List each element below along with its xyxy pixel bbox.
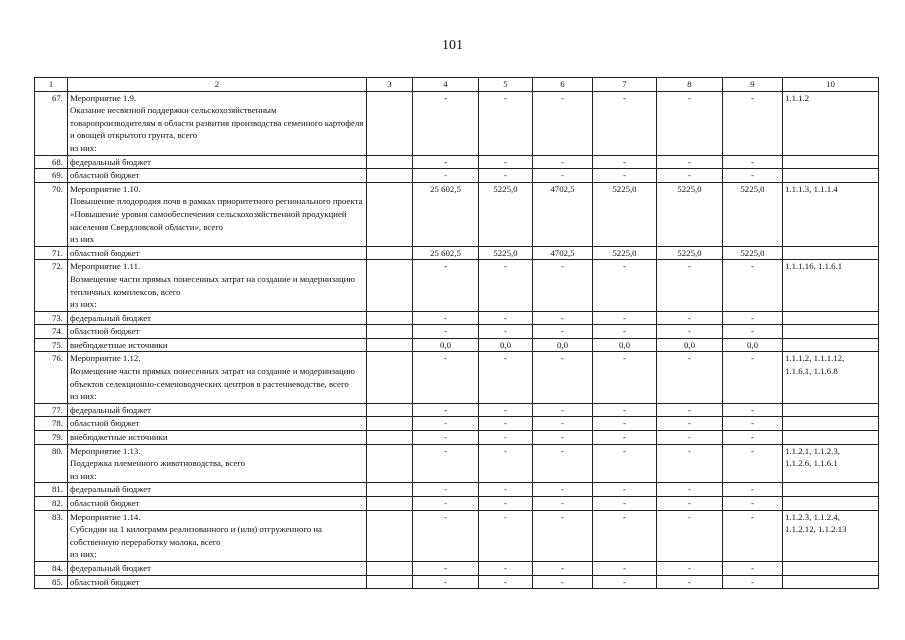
cell-col-4: - <box>413 352 479 403</box>
cell-col-4: - <box>413 403 479 417</box>
cell-col-6: - <box>533 497 593 511</box>
cell-col-3 <box>367 417 413 431</box>
cell-col-7: - <box>593 325 657 339</box>
cell-col-4: - <box>413 431 479 445</box>
cell-col-5: - <box>479 91 533 155</box>
cell-col-3 <box>367 497 413 511</box>
cell-col-7: - <box>593 431 657 445</box>
header-cell-4: 4 <box>413 78 479 92</box>
row-number: 75. <box>35 338 68 352</box>
page-number: 101 <box>442 38 463 53</box>
cell-col-7: - <box>593 444 657 483</box>
cell-col-6: - <box>533 260 593 311</box>
cell-col-9: 5225,0 <box>723 182 783 246</box>
row-description: федеральный бюджет <box>68 155 367 169</box>
cell-col-5: - <box>479 497 533 511</box>
cell-col-8: - <box>657 311 723 325</box>
cell-col-5: - <box>479 325 533 339</box>
header-cell-10: 10 <box>783 78 879 92</box>
row-number: 80. <box>35 444 68 483</box>
table-row <box>35 182 879 246</box>
cell-col-5: - <box>479 575 533 589</box>
cell-col-7: - <box>593 497 657 511</box>
table-row <box>35 575 879 589</box>
row-description: федеральный бюджет <box>68 561 367 575</box>
header-cell-5: 5 <box>479 78 533 92</box>
cell-col-3 <box>367 403 413 417</box>
cell-col-5: 5225,0 <box>479 246 533 260</box>
cell-col-5: - <box>479 444 533 483</box>
cell-col-3 <box>367 352 413 403</box>
cell-col-8: - <box>657 497 723 511</box>
header-cell-2: 2 <box>68 78 367 92</box>
cell-col-7: - <box>593 91 657 155</box>
cell-col-7: 0,0 <box>593 338 657 352</box>
row-description: областной бюджет <box>68 169 367 183</box>
table-row <box>35 352 879 403</box>
row-number: 69. <box>35 169 68 183</box>
cell-targets <box>783 338 879 352</box>
header-cell-6: 6 <box>533 78 593 92</box>
cell-col-7: - <box>593 403 657 417</box>
cell-col-6: - <box>533 352 593 403</box>
cell-col-4: - <box>413 483 479 497</box>
cell-col-4: - <box>413 417 479 431</box>
cell-col-8: - <box>657 431 723 445</box>
row-description: областной бюджет <box>68 497 367 511</box>
table-row <box>35 403 879 417</box>
cell-col-3 <box>367 325 413 339</box>
row-description: областной бюджет <box>68 575 367 589</box>
row-number: 74. <box>35 325 68 339</box>
cell-col-6: - <box>533 155 593 169</box>
table-row <box>35 91 879 155</box>
cell-col-4: 25 602,5 <box>413 182 479 246</box>
cell-col-9: 5225,0 <box>723 246 783 260</box>
cell-col-8: 5225,0 <box>657 182 723 246</box>
cell-col-5: - <box>479 403 533 417</box>
cell-col-7: 5225,0 <box>593 246 657 260</box>
cell-col-7: - <box>593 510 657 561</box>
table-row <box>35 325 879 339</box>
row-description: федеральный бюджет <box>68 403 367 417</box>
cell-col-8: - <box>657 325 723 339</box>
cell-col-3 <box>367 510 413 561</box>
cell-col-5: - <box>479 417 533 431</box>
row-description: внебюджетные источники <box>68 431 367 445</box>
cell-col-7: 5225,0 <box>593 182 657 246</box>
cell-col-7: - <box>593 561 657 575</box>
table-row <box>35 155 879 169</box>
cell-targets: 1.1.2.3, 1.1.2.4, 1.1.2.12, 1.1.2.13 <box>783 510 879 561</box>
cell-col-3 <box>367 483 413 497</box>
table-row <box>35 510 879 561</box>
cell-col-5: - <box>479 260 533 311</box>
cell-col-4: - <box>413 155 479 169</box>
row-number: 81. <box>35 483 68 497</box>
row-number: 78. <box>35 417 68 431</box>
cell-col-6: - <box>533 444 593 483</box>
cell-col-5: - <box>479 155 533 169</box>
row-description: федеральный бюджет <box>68 483 367 497</box>
cell-col-7: - <box>593 260 657 311</box>
cell-col-9: - <box>723 311 783 325</box>
cell-col-8: - <box>657 169 723 183</box>
table-row <box>35 260 879 311</box>
cell-targets <box>783 417 879 431</box>
cell-col-7: - <box>593 575 657 589</box>
row-description: внебюджетные источники <box>68 338 367 352</box>
cell-col-9: - <box>723 575 783 589</box>
cell-col-6: - <box>533 311 593 325</box>
cell-col-8: - <box>657 91 723 155</box>
cell-targets: 1.1.1.2 <box>783 91 879 155</box>
cell-col-6: - <box>533 561 593 575</box>
cell-col-8: - <box>657 403 723 417</box>
cell-col-9: - <box>723 325 783 339</box>
cell-targets <box>783 483 879 497</box>
cell-col-4: - <box>413 575 479 589</box>
cell-col-3 <box>367 444 413 483</box>
cell-col-4: - <box>413 311 479 325</box>
cell-col-9: - <box>723 403 783 417</box>
cell-col-6: 4702,5 <box>533 182 593 246</box>
cell-targets <box>783 561 879 575</box>
cell-col-4: 0,0 <box>413 338 479 352</box>
table-row <box>35 561 879 575</box>
cell-col-9: - <box>723 417 783 431</box>
cell-col-8: - <box>657 575 723 589</box>
header-cell-1: 1 <box>35 78 68 92</box>
cell-targets: 1.1.1.16, 1.1.6.1 <box>783 260 879 311</box>
cell-col-6: - <box>533 325 593 339</box>
cell-col-6: - <box>533 169 593 183</box>
row-number: 67. <box>35 91 68 155</box>
cell-col-8: - <box>657 155 723 169</box>
cell-col-9: - <box>723 497 783 511</box>
row-description: Мероприятие 1.12. Возмещение части прямых понесенных затрат на создание и модернизацию объектов селекционно-семеноводческих центров в растениеводстве, всего из них: <box>68 352 367 403</box>
cell-col-3 <box>367 182 413 246</box>
cell-col-6: - <box>533 510 593 561</box>
row-number: 84. <box>35 561 68 575</box>
cell-col-4: - <box>413 510 479 561</box>
row-number: 76. <box>35 352 68 403</box>
row-number: 83. <box>35 510 68 561</box>
header-cell-8: 8 <box>657 78 723 92</box>
cell-col-8: - <box>657 483 723 497</box>
cell-targets: 1.1.2.1, 1.1.2.3, 1.1.2.6, 1.1.6.1 <box>783 444 879 483</box>
cell-col-9: - <box>723 169 783 183</box>
table-row <box>35 431 879 445</box>
cell-col-5: - <box>479 352 533 403</box>
cell-col-4: - <box>413 325 479 339</box>
cell-col-8: - <box>657 444 723 483</box>
row-description: Мероприятие 1.14. Субсидии на 1 килограмм реализованного и (или) отгруженного на собственную переработку молока, всего из них: <box>68 510 367 561</box>
cell-targets <box>783 403 879 417</box>
row-number: 68. <box>35 155 68 169</box>
budget-table <box>34 77 879 589</box>
row-description: Мероприятие 1.10. Повышение плодородия почв в рамках приоритетного регионального проекта «Повышение уровня самообеспечения сельскохозяйственной продукцией населения Свердловской области», всего из них <box>68 182 367 246</box>
cell-col-4: 25 602,5 <box>413 246 479 260</box>
row-number: 72. <box>35 260 68 311</box>
cell-targets <box>783 497 879 511</box>
cell-col-9: 0,0 <box>723 338 783 352</box>
cell-col-8: - <box>657 260 723 311</box>
table-header-row <box>35 78 879 92</box>
table-body <box>35 78 879 589</box>
row-number: 85. <box>35 575 68 589</box>
cell-col-5: - <box>479 561 533 575</box>
table-row <box>35 444 879 483</box>
cell-targets <box>783 155 879 169</box>
table-row <box>35 483 879 497</box>
cell-col-4: - <box>413 561 479 575</box>
row-description: областной бюджет <box>68 246 367 260</box>
cell-col-3 <box>367 155 413 169</box>
table-row <box>35 169 879 183</box>
row-number: 77. <box>35 403 68 417</box>
cell-col-3 <box>367 311 413 325</box>
cell-targets <box>783 311 879 325</box>
cell-col-6: 4702,5 <box>533 246 593 260</box>
cell-col-3 <box>367 91 413 155</box>
cell-col-3 <box>367 575 413 589</box>
cell-col-4: - <box>413 91 479 155</box>
cell-col-6: - <box>533 575 593 589</box>
cell-col-7: - <box>593 352 657 403</box>
cell-col-9: - <box>723 561 783 575</box>
row-number: 73. <box>35 311 68 325</box>
cell-col-5: - <box>479 431 533 445</box>
table-row <box>35 246 879 260</box>
cell-col-3 <box>367 561 413 575</box>
cell-col-3 <box>367 169 413 183</box>
cell-col-8: 0,0 <box>657 338 723 352</box>
cell-col-3 <box>367 431 413 445</box>
row-description: Мероприятие 1.13. Поддержка племенного животноводства, всего из них: <box>68 444 367 483</box>
row-number: 71. <box>35 246 68 260</box>
cell-col-3 <box>367 260 413 311</box>
cell-col-3 <box>367 338 413 352</box>
row-description: областной бюджет <box>68 325 367 339</box>
cell-col-7: - <box>593 169 657 183</box>
cell-col-9: - <box>723 155 783 169</box>
table-row <box>35 311 879 325</box>
cell-targets <box>783 575 879 589</box>
cell-col-8: - <box>657 417 723 431</box>
cell-targets: 1.1.1.3, 1.1.1.4 <box>783 182 879 246</box>
table-row <box>35 338 879 352</box>
cell-col-5: - <box>479 510 533 561</box>
cell-col-7: - <box>593 417 657 431</box>
cell-col-9: - <box>723 510 783 561</box>
cell-col-6: - <box>533 431 593 445</box>
cell-col-5: - <box>479 169 533 183</box>
cell-col-5: 5225,0 <box>479 182 533 246</box>
cell-col-3 <box>367 246 413 260</box>
row-number: 79. <box>35 431 68 445</box>
table-row <box>35 497 879 511</box>
cell-col-6: 0,0 <box>533 338 593 352</box>
row-description: областной бюджет <box>68 417 367 431</box>
cell-targets <box>783 325 879 339</box>
cell-col-8: - <box>657 352 723 403</box>
cell-col-9: - <box>723 483 783 497</box>
cell-col-8: 5225,0 <box>657 246 723 260</box>
cell-col-6: - <box>533 483 593 497</box>
cell-col-9: - <box>723 260 783 311</box>
cell-col-7: - <box>593 155 657 169</box>
cell-col-6: - <box>533 417 593 431</box>
cell-col-7: - <box>593 311 657 325</box>
cell-col-4: - <box>413 497 479 511</box>
header-cell-3: 3 <box>367 78 413 92</box>
row-description: федеральный бюджет <box>68 311 367 325</box>
cell-targets <box>783 169 879 183</box>
cell-targets: 1.1.1.2, 1.1.1.12, 1.1.6.1, 1.1.6.8 <box>783 352 879 403</box>
cell-col-4: - <box>413 444 479 483</box>
cell-col-5: 0,0 <box>479 338 533 352</box>
cell-col-4: - <box>413 169 479 183</box>
cell-col-9: - <box>723 444 783 483</box>
cell-col-4: - <box>413 260 479 311</box>
table-row <box>35 417 879 431</box>
row-description: Мероприятие 1.11. Возмещение части прямых понесенных затрат на создание и модернизацию тепличных комплексов, всего из них: <box>68 260 367 311</box>
row-number: 70. <box>35 182 68 246</box>
row-number: 82. <box>35 497 68 511</box>
cell-col-6: - <box>533 91 593 155</box>
cell-targets <box>783 431 879 445</box>
cell-col-8: - <box>657 510 723 561</box>
cell-col-8: - <box>657 561 723 575</box>
cell-col-6: - <box>533 403 593 417</box>
row-description: Мероприятие 1.9. Оказание несвязной поддержки сельскохозяйственным товаропроизводителям в области развития производства семенного картофеля и овощей открытого грунта, всего из них: <box>68 91 367 155</box>
cell-col-5: - <box>479 311 533 325</box>
cell-col-9: - <box>723 91 783 155</box>
header-cell-9: 9 <box>723 78 783 92</box>
header-cell-7: 7 <box>593 78 657 92</box>
cell-col-9: - <box>723 431 783 445</box>
cell-col-5: - <box>479 483 533 497</box>
cell-col-7: - <box>593 483 657 497</box>
cell-targets <box>783 246 879 260</box>
cell-col-9: - <box>723 352 783 403</box>
